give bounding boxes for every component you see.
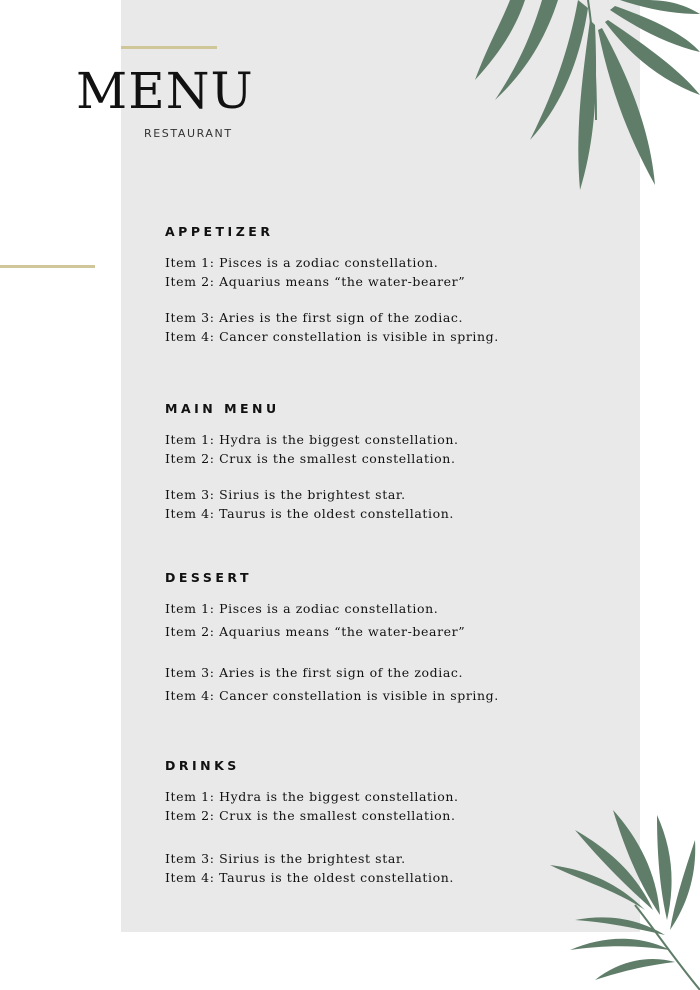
section-heading: DESSERT: [165, 570, 252, 585]
menu-item: Item 3: Aries is the first sign of the zodiac.: [165, 665, 464, 680]
menu-item: Item 3: Aries is the first sign of the zodiac.: [165, 310, 464, 325]
section-heading: MAIN MENU: [165, 401, 280, 416]
menu-item: Item 1: Hydra is the biggest constellation.: [165, 432, 459, 447]
menu-item: Item 3: Sirius is the brightest star.: [165, 487, 406, 502]
accent-line-top: [121, 46, 217, 49]
menu-item: Item 2: Aquarius means “the water-bearer”: [165, 624, 466, 639]
menu-item: Item 2: Crux is the smallest constellation.: [165, 451, 456, 466]
menu-item: Item 2: Aquarius means “the water-bearer”: [165, 274, 466, 289]
menu-item: Item 2: Crux is the smallest constellation.: [165, 808, 456, 823]
page-title: MENU: [76, 62, 254, 120]
menu-item: Item 4: Taurus is the oldest constellation.: [165, 506, 455, 521]
menu-item: Item 4: Cancer constellation is visible in spring.: [165, 329, 499, 344]
section-appetizer: [165, 224, 605, 346]
section-dessert: [165, 570, 605, 705]
menu-item: Item 4: Taurus is the oldest constellation.: [165, 870, 455, 885]
menu-item: Item 1: Hydra is the biggest constellation.: [165, 789, 459, 804]
menu-item: Item 1: Pisces is a zodiac constellation.: [165, 601, 439, 616]
page-subtitle: RESTAURANT: [144, 127, 233, 140]
accent-line-left: [0, 265, 95, 268]
section-main-menu: [165, 401, 605, 523]
menu-item: Item 3: Sirius is the brightest star.: [165, 851, 406, 866]
palm-leaf-icon: [470, 0, 700, 195]
section-drinks: [165, 758, 605, 887]
section-heading: APPETIZER: [165, 224, 274, 239]
section-heading: DRINKS: [165, 758, 240, 773]
menu-item: Item 4: Cancer constellation is visible in spring.: [165, 688, 499, 703]
menu-item: Item 1: Pisces is a zodiac constellation.: [165, 255, 439, 270]
